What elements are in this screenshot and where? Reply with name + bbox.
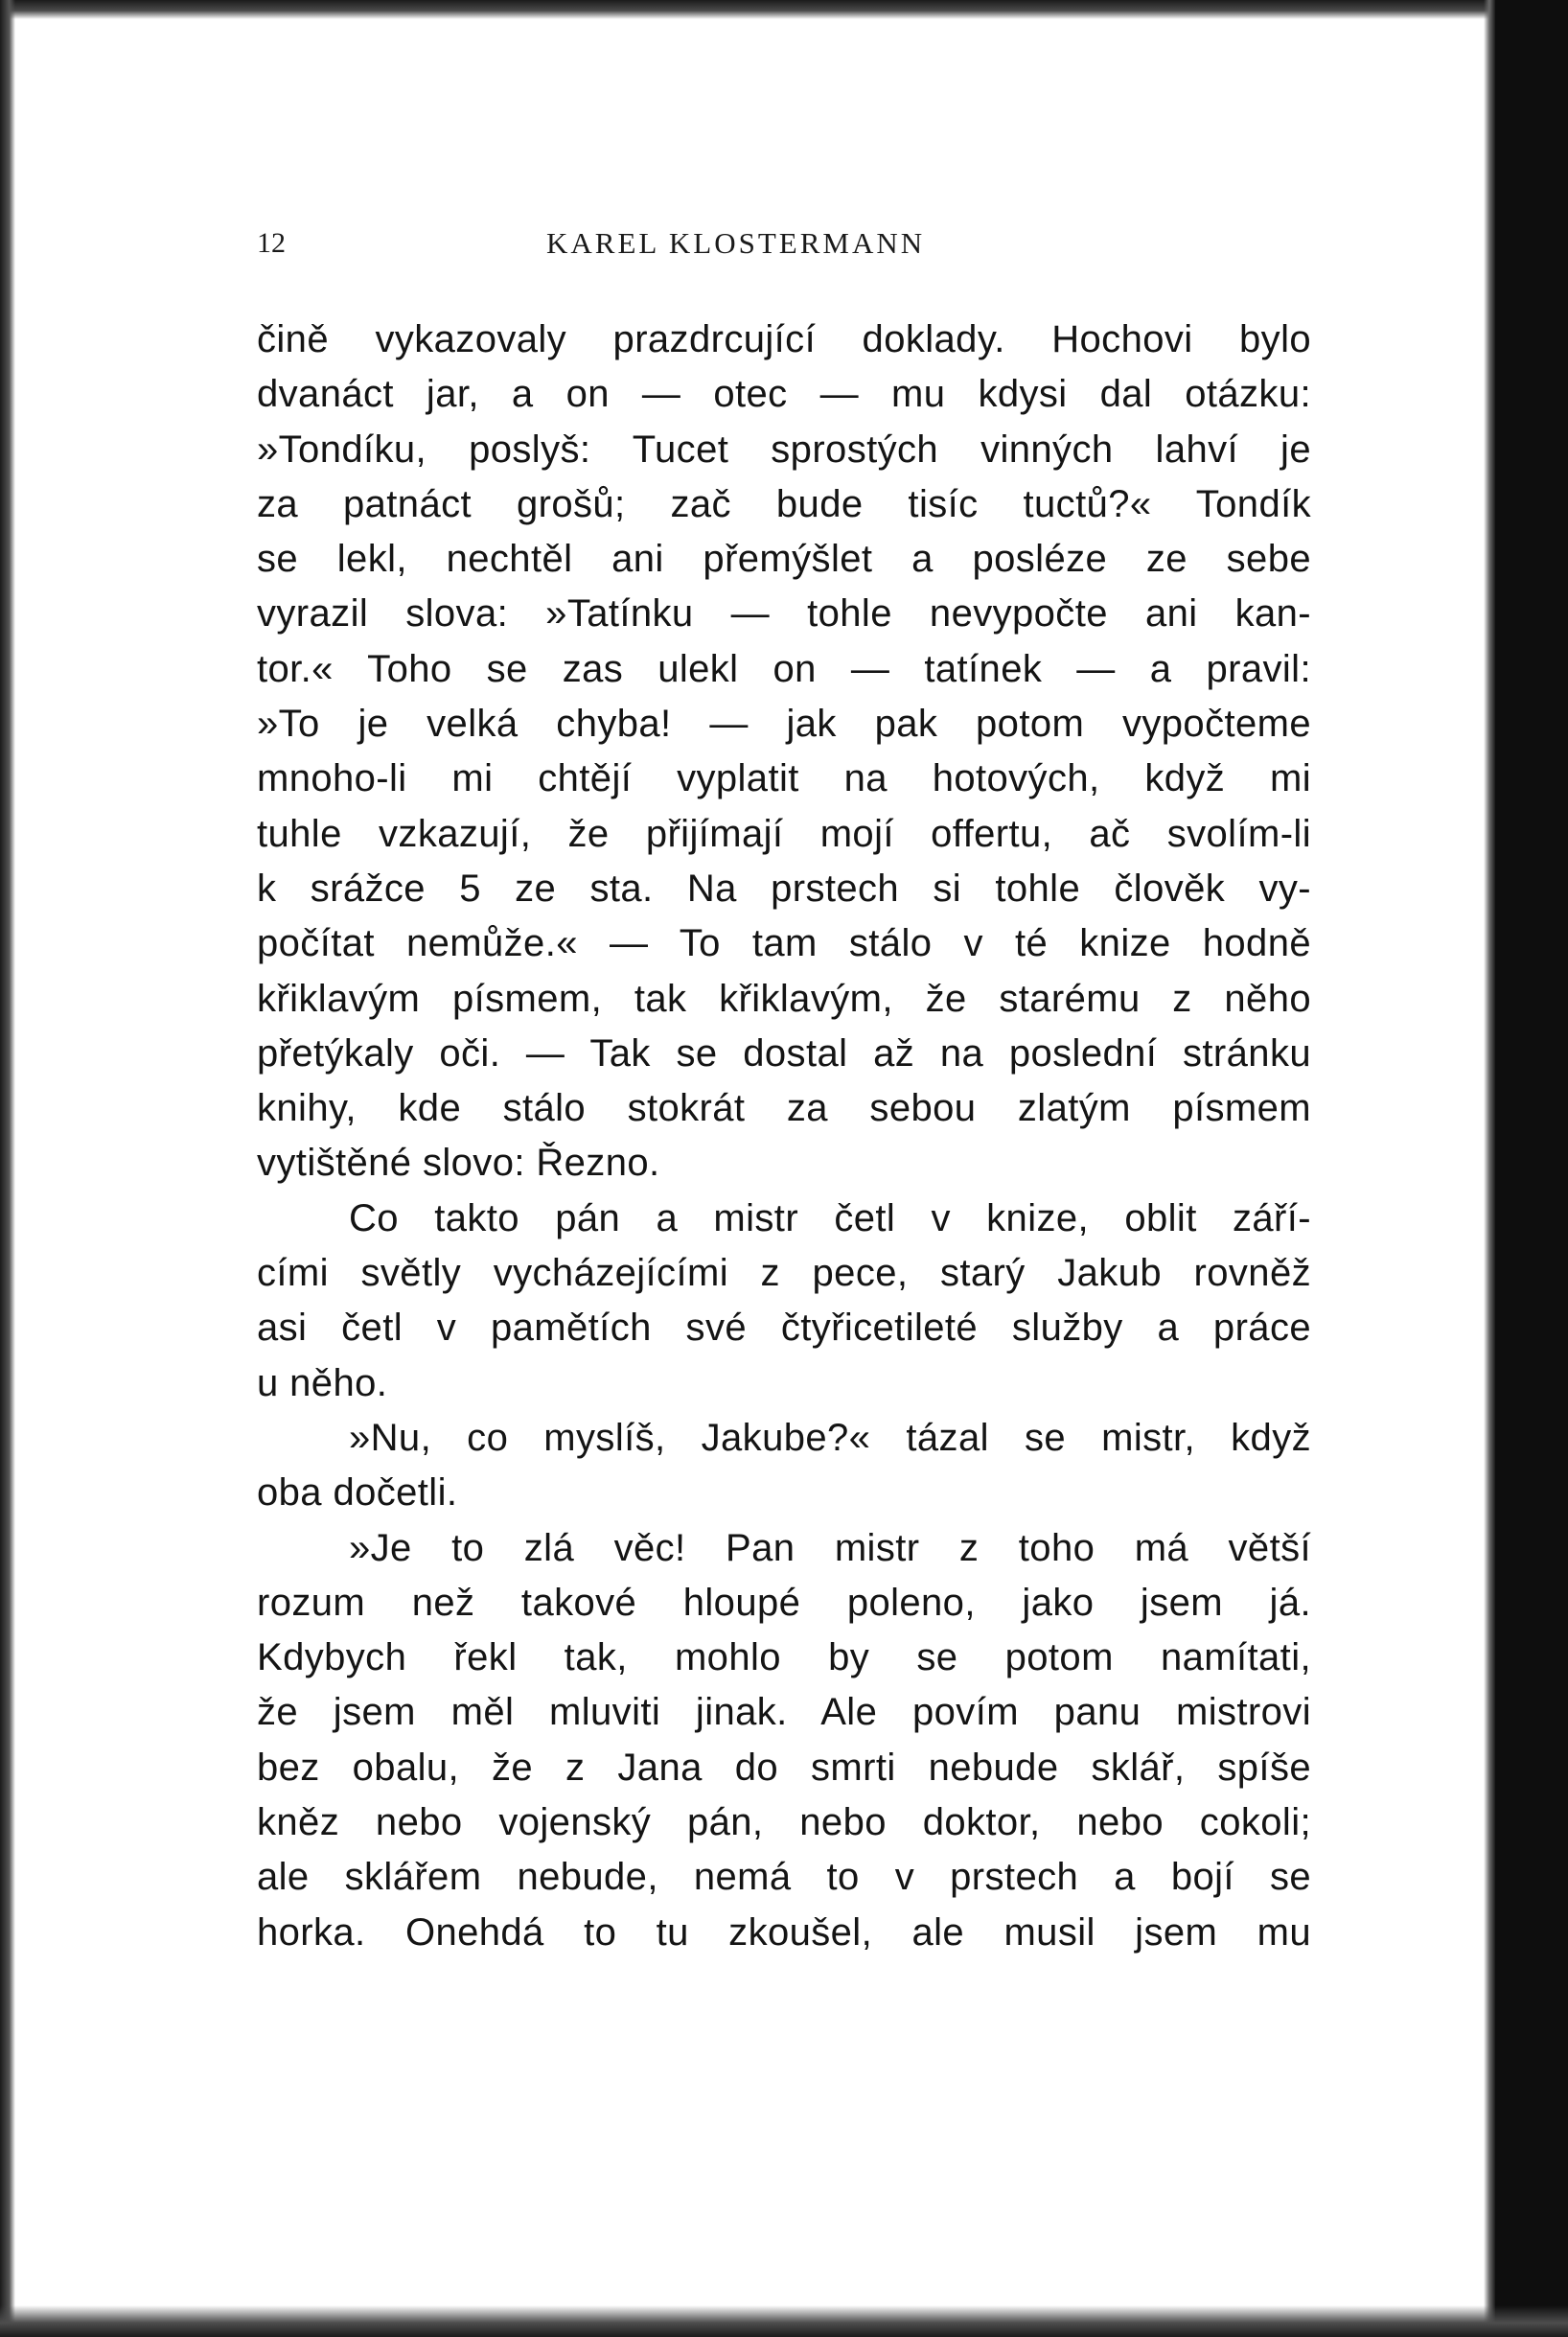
text-line: tuhle vzkazují, že přijímají mojí offertu, ač svolím-li xyxy=(257,812,1311,855)
text-line: vyrazil slova: »Tatínku — tohle nevypočte ani kan- xyxy=(257,592,1311,636)
text-line: vytištěné slovo: Řezno. xyxy=(257,1142,660,1185)
text-line: dvanáct jar, a on — otec — mu kdysi dal otázku: xyxy=(257,373,1311,416)
text-line: mnoho-li mi chtějí vyplatit na hotových, když mi xyxy=(257,757,1311,800)
running-head-title: KAREL KLOSTERMANN xyxy=(546,226,926,260)
text-line: »Nu, co myslíš, Jakube?« tázal se mistr, když xyxy=(349,1416,1311,1459)
text-line: asi četl v pamětích své čtyřicetileté služby a práce xyxy=(257,1307,1311,1350)
scan-edge-right xyxy=(1495,0,1568,2337)
text-line: »To je velká chyba! — jak pak potom vypočteme xyxy=(257,703,1311,746)
text-line: kněz nebo vojenský pán, nebo doktor, nebo cokoli; xyxy=(257,1801,1311,1844)
text-line: »Tondíku, poslyš: Tucet sprostých vinných lahví je xyxy=(257,428,1311,471)
text-line: rozum než takové hloupé poleno, jako jsem já. xyxy=(257,1581,1311,1624)
text-line: Kdybych řekl tak, mohlo by se potom namítati, xyxy=(257,1636,1311,1679)
page-number: 12 xyxy=(257,227,286,259)
text-line: oba dočetli. xyxy=(257,1471,458,1515)
scan-edge-left xyxy=(0,0,15,2337)
body-text xyxy=(257,312,1311,1960)
text-line: »Je to zlá věc! Pan mistr z toho má větší xyxy=(349,1526,1311,1569)
scan-edge-top xyxy=(0,0,1568,19)
text-line: počítat nemůže.« — To tam stálo v té knize hodně xyxy=(257,922,1311,965)
text-line: že jsem měl mluviti jinak. Ale povím panu mistrovi xyxy=(257,1691,1311,1734)
text-line: křiklavým písmem, tak křiklavým, že starému z něho xyxy=(257,977,1311,1020)
text-line: tor.« Toho se zas ulekl on — tatínek — a pravil: xyxy=(257,647,1311,690)
text-line: k srážce 5 ze sta. Na prstech si tohle člověk vy- xyxy=(257,867,1311,910)
text-line: za patnáct grošů; zač bude tisíc tuctů?« Tondík xyxy=(257,482,1311,525)
text-line: ale sklářem nebude, nemá to v prstech a bojí se xyxy=(257,1856,1311,1899)
scan-edge-bottom xyxy=(0,2305,1568,2337)
text-line: u něho. xyxy=(257,1361,388,1404)
text-line: Co takto pán a mistr četl v knize, oblit září- xyxy=(349,1196,1311,1239)
text-line: cími světly vycházejícími z pece, starý Jakub rovněž xyxy=(257,1252,1311,1295)
text-line: přetýkaly oči. — Tak se dostal až na poslední stránku xyxy=(257,1031,1311,1075)
text-line: čině vykazovaly prazdrcující doklady. Hochovi bylo xyxy=(257,318,1311,360)
text-line: knihy, kde stálo stokrát za sebou zlatým písmem xyxy=(257,1087,1311,1130)
text-line: horka. Onehdá to tu zkoušel, ale musil jsem mu xyxy=(257,1910,1311,1954)
text-line: bez obalu, že z Jana do smrti nebude sklář, spíše xyxy=(257,1746,1311,1789)
scan-edge-right-shadow xyxy=(1484,0,1495,2337)
text-line: se lekl, nechtěl ani přemýšlet a posléze ze sebe xyxy=(257,538,1311,581)
